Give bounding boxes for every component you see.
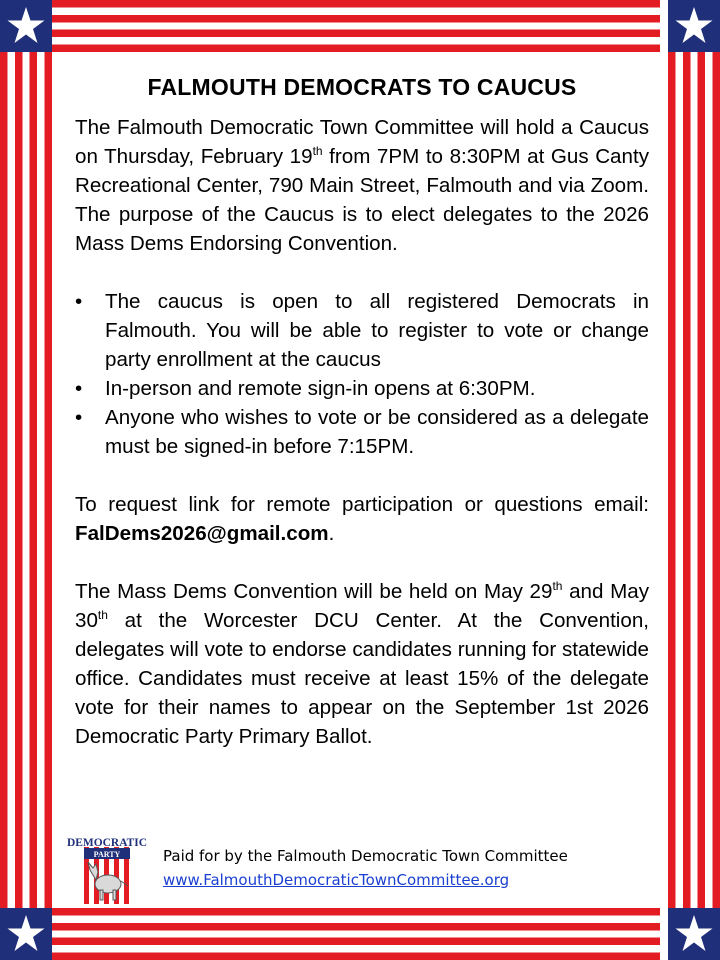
star-icon	[672, 912, 716, 956]
star-icon	[4, 912, 48, 956]
star-corner-bottom-right	[668, 908, 720, 960]
contact-email: FalDems2026@gmail.com	[75, 522, 329, 545]
list-item-text: In-person and remote sign-in opens at 6:30PM.	[105, 377, 536, 400]
convention-paragraph	[75, 577, 649, 751]
star-corner-top-right	[668, 0, 720, 52]
intro-paragraph	[75, 113, 649, 258]
request-paragraph	[75, 490, 649, 548]
footer	[66, 834, 656, 906]
convention-text-1: The Mass Dems Convention will be held on May 29	[75, 580, 553, 603]
star-corner-top-left	[0, 0, 52, 52]
bottom-stripes	[52, 908, 660, 960]
bullet-icon: •	[75, 377, 83, 400]
committee-website-link[interactable]: www.FalmouthDemocraticTownCommittee.org	[163, 871, 510, 889]
list-item	[75, 287, 649, 374]
convention-text-3: at the Worcester DCU Center. At the Convention, delegates will vote to endorse candidates running for statewide office. Candidates must receive at least 15% of the delegate vote for their names to appear on the September 1st 2026 Democratic Party Primary Ballot.	[75, 609, 649, 748]
star-icon	[4, 4, 48, 48]
logo-banner-text: PARTY	[93, 850, 121, 859]
logo-top-text: DEMOCRATIC	[67, 835, 147, 849]
paid-by-text: Paid for by the Falmouth Democratic Town Committee	[163, 847, 568, 865]
bullet-icon: •	[75, 290, 83, 313]
convention-superscript-2: th	[97, 608, 108, 622]
caucus-details-list	[75, 287, 649, 461]
intro-text-2: from 7PM to 8:30PM at Gus Canty Recreational Center, 790 Main Street, Falmouth and via Zoom. The purpose of the Caucus is to elect delegates to the 2026 Mass Dems Endorsing Convention.	[75, 145, 649, 255]
convention-text-2: and May 30	[75, 580, 649, 632]
request-end: .	[328, 522, 335, 545]
top-stripes	[52, 0, 660, 52]
star-corner-bottom-left	[0, 908, 52, 960]
list-item-text: Anyone who wishes to vote or be considered as a delegate must be signed-in before 7:15PM.	[105, 406, 649, 458]
star-icon	[672, 4, 716, 48]
flyer-content	[75, 74, 649, 751]
list-item	[75, 403, 649, 461]
left-stripes	[0, 52, 52, 908]
paid-for-notice	[163, 844, 568, 892]
intro-text-1: The Falmouth Democratic Town Committee will hold a Caucus on Thursday, February 19	[75, 116, 649, 168]
democratic-party-logo	[66, 834, 148, 904]
flyer-title: FALMOUTH DEMOCRATS TO CAUCUS	[147, 74, 577, 100]
request-text: To request link for remote participation or questions email:	[75, 493, 649, 516]
bullet-icon: •	[75, 406, 83, 429]
right-stripes	[668, 52, 720, 908]
intro-superscript: th	[312, 144, 323, 158]
list-item-text: The caucus is open to all registered Democrats in Falmouth. You will be able to register to vote or change party enrollment at the caucus	[105, 290, 649, 371]
list-item	[75, 374, 649, 403]
convention-superscript-1: th	[552, 579, 563, 593]
